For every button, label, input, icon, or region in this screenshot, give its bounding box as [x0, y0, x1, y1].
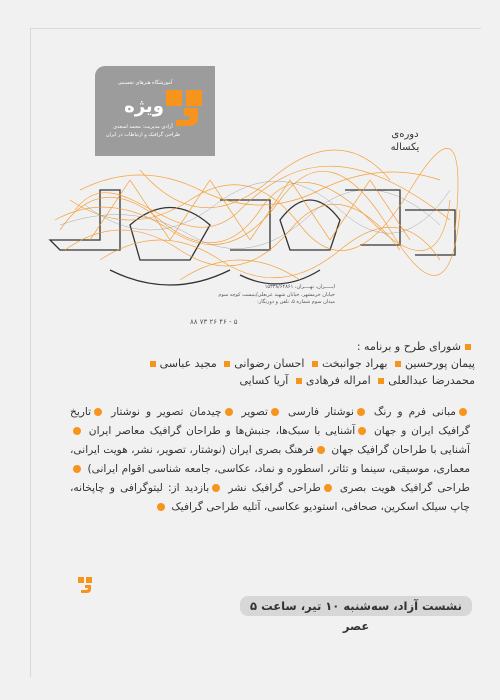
topic-item: تاریخ گرافیک ایران و جهان: [70, 406, 470, 437]
program-committee: [100, 338, 475, 389]
open-session-banner: نشست آزاد، سه‌شنبه ۱۰ تیر، ساعت ۵ عصر: [240, 596, 472, 616]
topic-item: طراحی گرافیک نشر: [228, 482, 321, 494]
committee-name: احسان رضوانی: [234, 357, 305, 370]
address-line-2: خیابان خرمشهر، خیابان شهید عربعلی/بنبست کوچه سوم: [218, 291, 335, 298]
topic-item: آشنایی با طراحان گرافیک جهان: [331, 444, 470, 456]
topic-item: مبانی فرم و رنگ: [373, 406, 456, 418]
topic-item: نوشتار فارسی: [287, 406, 354, 418]
topic-item: طراحی گرافیک هویت بصری: [339, 482, 470, 494]
logo-title: ویژه: [124, 96, 164, 117]
address-line-1: ایـــــران، تهــــران، ۱۵۳۳۸/۶۴۸۶۱: [264, 284, 335, 290]
topic-item: فرهنگ بصری ایران (نوشتار، تصویر، نشر، هویت ایرانی، معماری، موسیقی، سینما و تئاتر، اسطوره و نماد، عکاسی، جامعه شناسی اقوام ایرانی): [70, 444, 471, 475]
committee-names: [100, 355, 475, 389]
address-line-3: میدان سوم شماره ۵، تلفن و دورنگار:: [257, 299, 335, 305]
logo-line-1: آزادی مدیریت: محمد اسعدی: [113, 124, 173, 130]
phone-number: ۸۸ ۷۳ ۲۶ ۴۶ - ۵: [190, 318, 238, 326]
orange-geometric-logo-icon: [164, 88, 204, 128]
period-line-2: یکساله: [390, 142, 420, 153]
period-line-1: دوره‌ی: [391, 129, 419, 140]
committee-name: آریا کسایی: [239, 374, 289, 387]
address-block: [185, 284, 335, 307]
committee-title: شورای طرح و برنامه :: [100, 338, 475, 355]
logo-subtitle: آموزشگاه هنرهای تجسمی: [117, 80, 173, 86]
course-topics: [70, 403, 470, 517]
mini-logo-icon: [76, 576, 94, 594]
committee-name: امراله فرهادی: [305, 374, 371, 387]
committee-name: مجید عباسی: [159, 357, 217, 370]
logo-line-2: طراحی گرافیک و ارتباطات در ایران: [105, 132, 181, 138]
headline-calligraphy: [40, 130, 470, 310]
committee-name: محمدرضا عبدالعلی: [388, 374, 475, 387]
topic-item: بازدید از: لیتوگرافی و چاپخانه، چاپ سیلک اسکرین، صحافی، استودیو عکاسی، آتلیه طراحی گرافیک: [70, 482, 470, 513]
committee-name: بهراد جوانبخت: [321, 357, 388, 370]
topic-item: تصویر: [241, 406, 268, 418]
topic-item: آشنایی با سبک‌ها، جنبش‌ها و طراحان گرافیک معاصر ایران: [88, 425, 356, 437]
topic-item: چیدمان تصویر و نوشتار: [111, 406, 222, 418]
committee-name: پیمان پورحسین: [404, 357, 475, 370]
